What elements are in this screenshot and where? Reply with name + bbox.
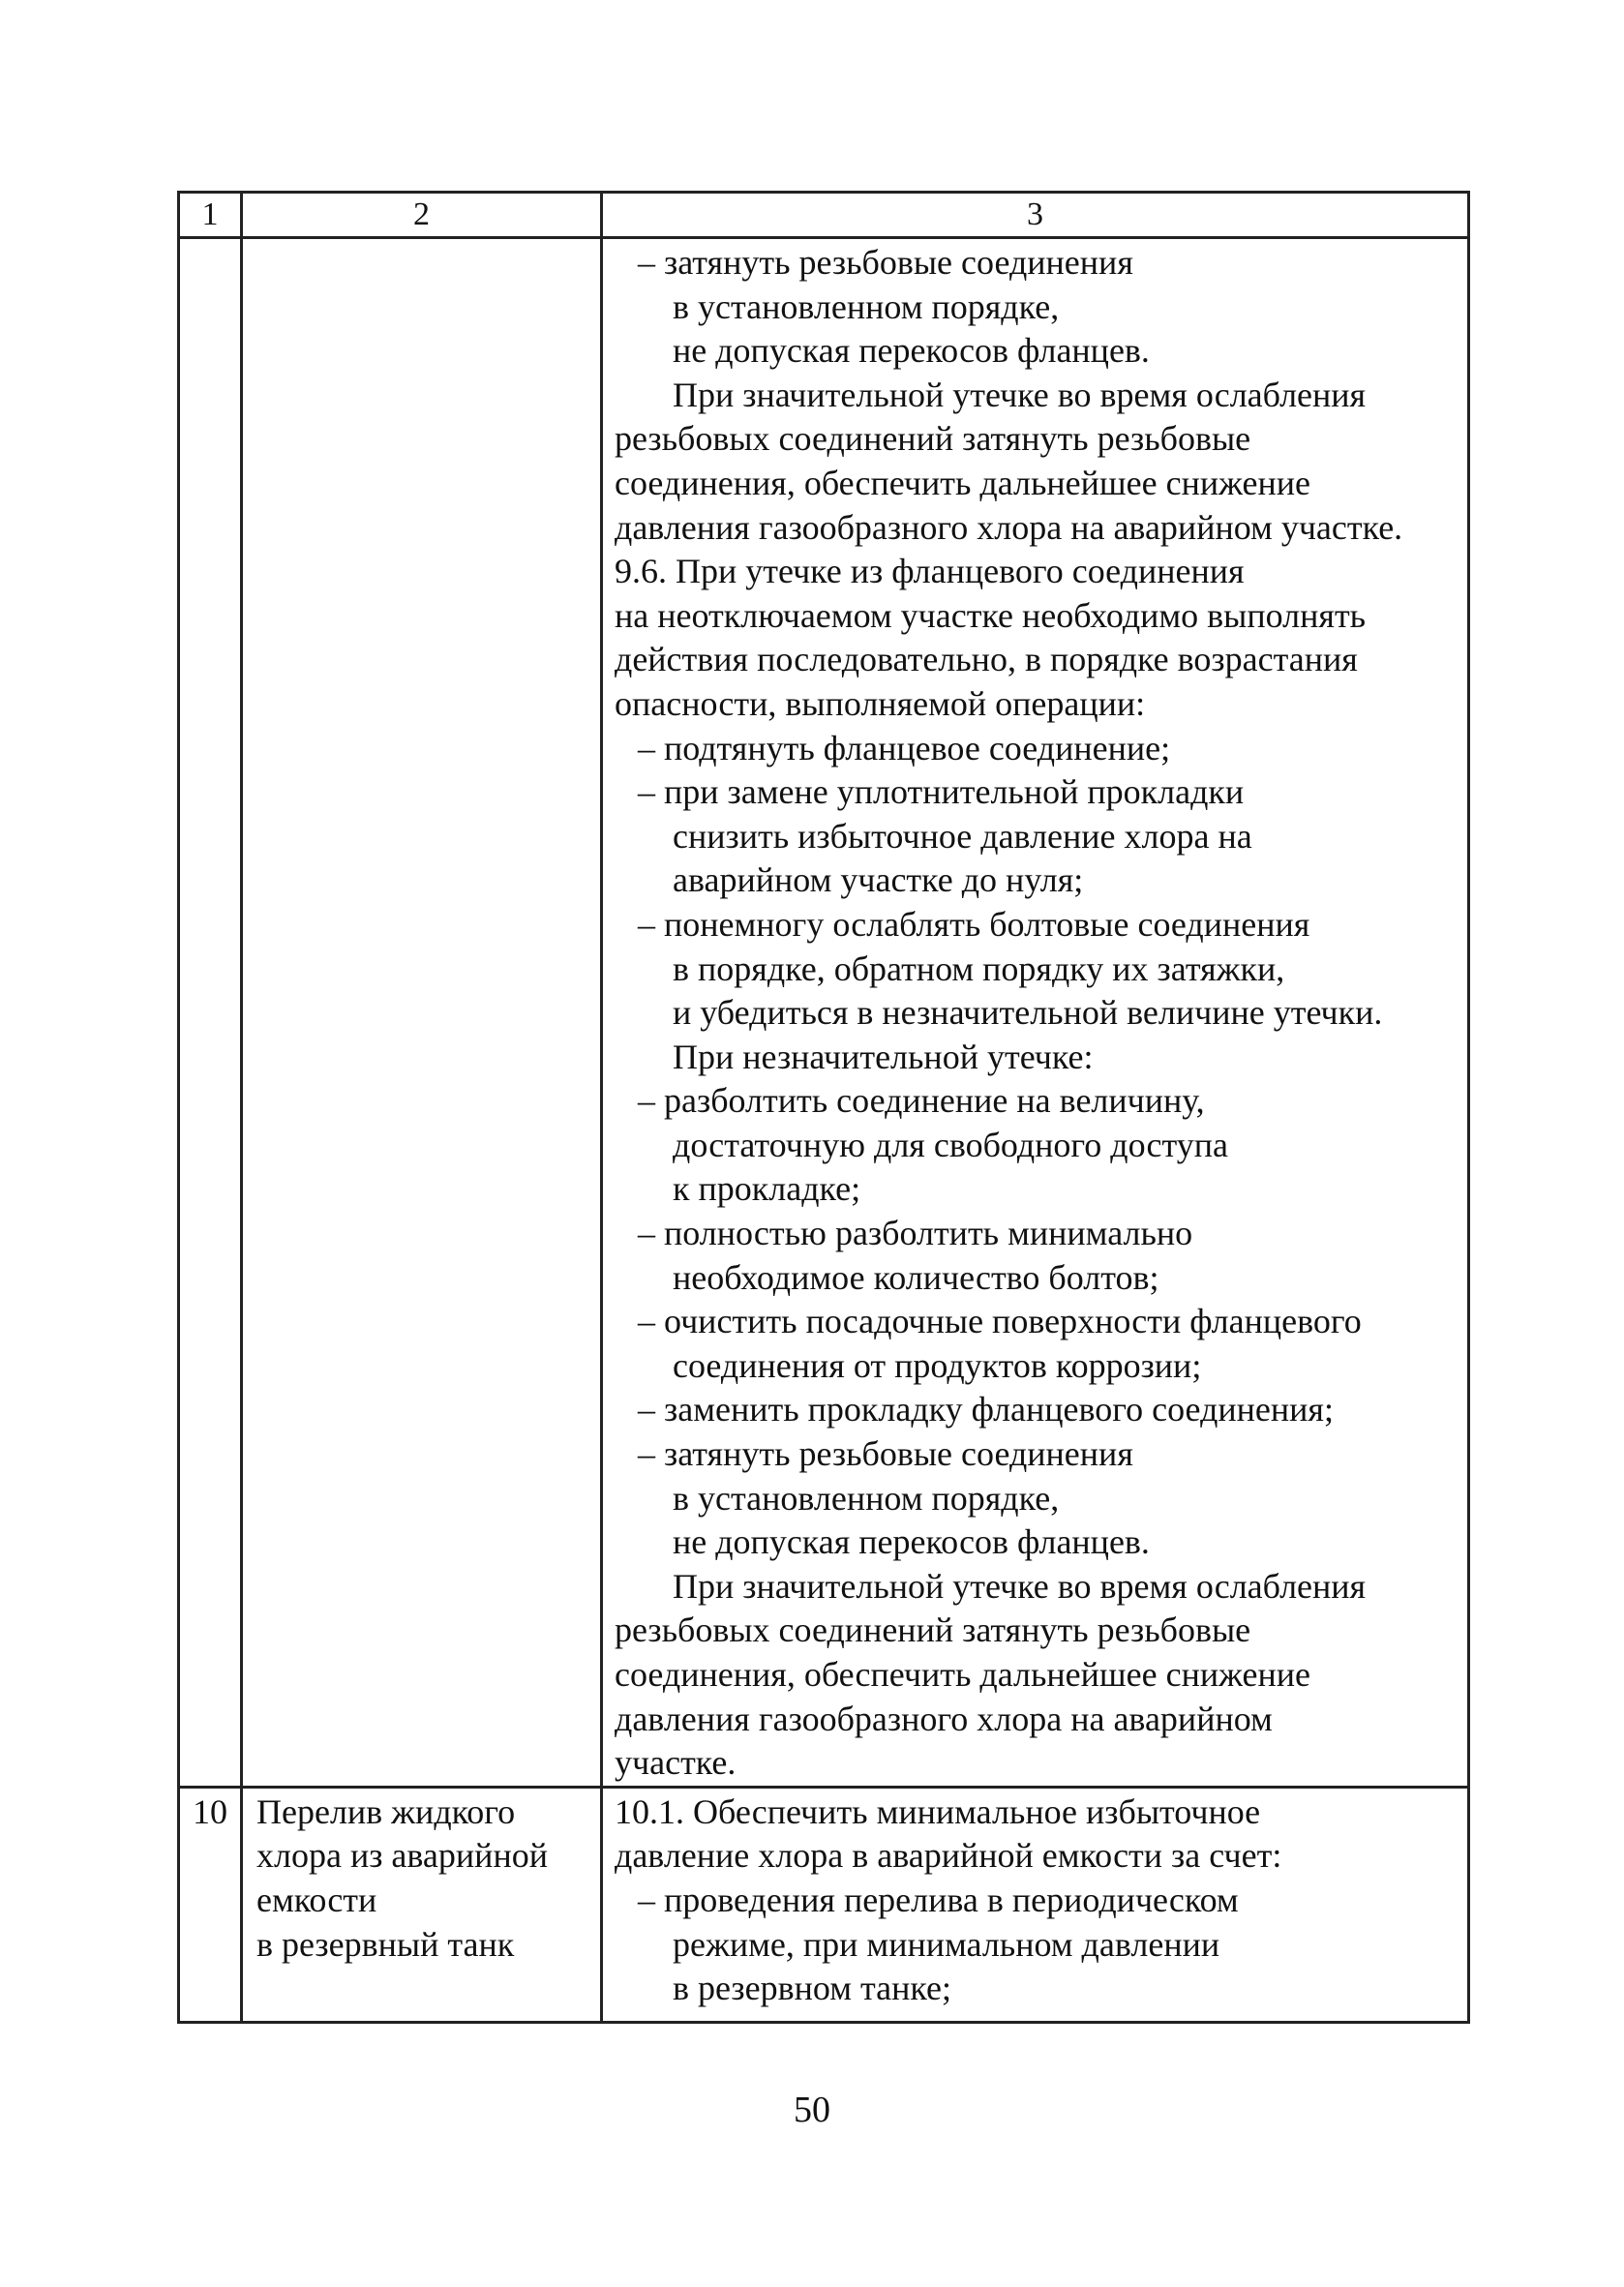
text-line: – полностью разболтить минимально: [638, 1214, 1193, 1253]
continuation-lines: [615, 286, 1463, 1786]
title-line: Перелив жидкого: [256, 1791, 516, 1831]
text-line: давления газообразного хлора на аварийном участке.: [615, 507, 1403, 547]
text-line: – затянуть резьбовые соединения: [638, 243, 1133, 282]
text-line: и убедиться в незначительной величине утечки.: [673, 993, 1383, 1033]
text-line: снизить избыточное давление хлора на: [673, 816, 1252, 856]
text-line: соединения от продуктов коррозии;: [673, 1345, 1202, 1385]
title-line: в резервный танк: [256, 1924, 515, 1964]
text-line: действия последовательно, в порядке возрастания: [615, 640, 1358, 679]
column-header-1: 1: [179, 193, 242, 238]
table-header-row: [179, 193, 1469, 238]
cell-title-empty: [242, 238, 602, 1788]
text-line: режиме, при минимальном давлении: [673, 1924, 1220, 1964]
title-line: емкости: [256, 1880, 377, 1919]
text-line: необходимое количество болтов;: [673, 1257, 1159, 1297]
text-line: При значительной утечке во время ослабления: [673, 375, 1367, 414]
text-line: в резервном танке;: [673, 1969, 951, 2008]
text-line: – подтянуть фланцевое соединение;: [638, 728, 1171, 767]
procedure-table: [177, 191, 1470, 2024]
column-header-3: 3: [602, 193, 1469, 238]
text-line: – заменить прокладку фланцевого соединения;: [638, 1390, 1334, 1429]
cell-number-empty: [179, 238, 242, 1788]
text-line: При значительной утечке во время ослабления: [673, 1566, 1367, 1606]
text-line: в установленном порядке,: [673, 286, 1060, 326]
table-row-continuation: [179, 238, 1469, 1788]
text-line: 9.6. При утечке из фланцевого соединения: [615, 552, 1245, 591]
row-action-lines: [615, 1790, 1463, 2011]
text-line: 10.1. Обеспечить минимальное избыточное: [615, 1791, 1261, 1831]
text-line: соединения, обеспечить дальнейшее снижение: [615, 463, 1310, 502]
text-line: – проведения перелива в периодическом: [638, 1880, 1239, 1919]
text-line: давления газообразного хлора на аварийном: [615, 1699, 1273, 1738]
text-line: опасности, выполняемой операции:: [615, 683, 1146, 723]
text-line: давление хлора в аварийной емкости за счет:: [615, 1836, 1282, 1876]
text-line: соединения, обеспечить дальнейшее снижение: [615, 1655, 1310, 1694]
table-row-10: [179, 1787, 1469, 2022]
text-line: – затянуть резьбовые соединения: [638, 1434, 1133, 1474]
text-line: к прокладке;: [673, 1169, 861, 1209]
cell-row-title: [242, 1787, 602, 2022]
page-number: 50: [794, 2090, 830, 2130]
text-line: в порядке, обратном порядку их затяжки,: [673, 948, 1285, 988]
column-header-2: 2: [242, 193, 602, 238]
text-line: не допуская перекосов фланцев.: [673, 1522, 1150, 1562]
title-line: хлора из аварийной: [256, 1836, 548, 1876]
text-line: достаточную для свободного доступа: [673, 1125, 1228, 1164]
text-line: резьбовых соединений затянуть резьбовые: [615, 1610, 1251, 1650]
cell-row-number: 10: [179, 1787, 242, 2022]
row-title-lines: [256, 1790, 596, 1967]
text-line: – понемногу ослаблять болтовые соединения: [638, 904, 1310, 944]
text-line: резьбовых соединений затянуть резьбовые: [615, 419, 1251, 459]
cell-actions-continuation: [602, 238, 1469, 1788]
text-line: – при замене уплотнительной прокладки: [638, 772, 1245, 812]
text-line: участке.: [615, 1743, 737, 1783]
text-line: – разболтить соединение на величину,: [638, 1081, 1205, 1121]
text-line: не допуская перекосов фланцев.: [673, 331, 1150, 371]
text-line: При незначительной утечке:: [673, 1037, 1094, 1076]
cell-row-actions: [602, 1787, 1469, 2022]
text-line: аварийном участке до нуля;: [673, 860, 1084, 900]
text-line: – очистить посадочные поверхности фланцевого: [638, 1302, 1362, 1341]
text-line: на неотключаемом участке необходимо выполнять: [615, 595, 1367, 635]
text-line: в установленном порядке,: [673, 1478, 1060, 1518]
